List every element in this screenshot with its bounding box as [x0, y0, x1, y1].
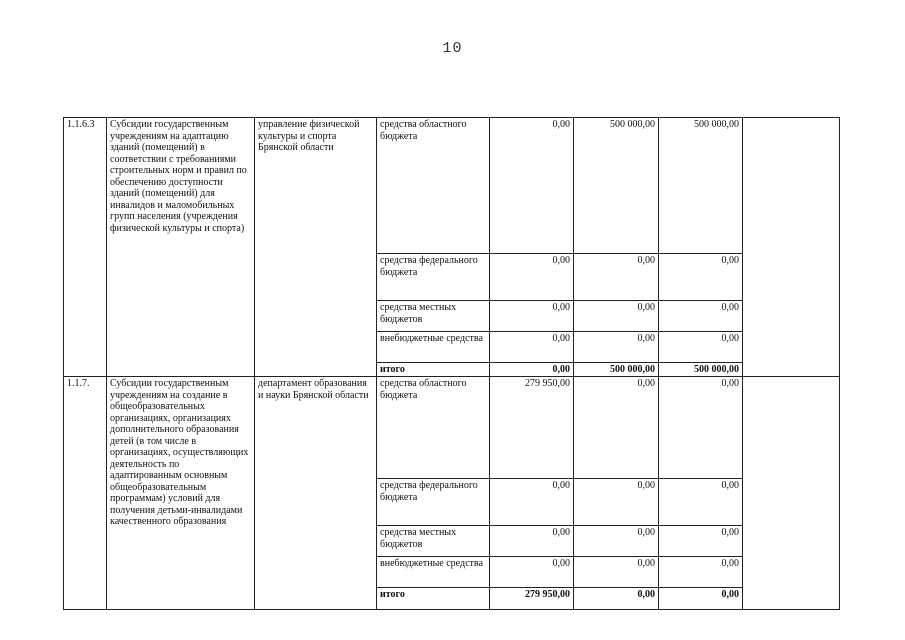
amount-year-2: 0,00 [574, 557, 659, 588]
item-code: 1.1.6.3 [64, 118, 107, 377]
item-executor: управление физической культуры и спорта Брянской области [255, 118, 377, 377]
funding-source-label: средства федерального бюджета [377, 254, 490, 301]
blank-cell [743, 118, 840, 377]
amount-year-1: 0,00 [490, 526, 574, 557]
amount-year-2: 0,00 [574, 332, 659, 363]
amount-year-2: 500 000,00 [574, 118, 659, 254]
amount-year-1: 0,00 [490, 332, 574, 363]
amount-year-3: 0,00 [659, 479, 743, 526]
amount-year-1: 0,00 [490, 301, 574, 332]
amount-year-3: 0,00 [659, 254, 743, 301]
amount-year-3: 0,00 [659, 301, 743, 332]
funding-source-label: средства местных бюджетов [377, 301, 490, 332]
amount-year-1: 0,00 [490, 254, 574, 301]
amount-year-1: 0,00 [490, 118, 574, 254]
amount-year-3: 0,00 [659, 557, 743, 588]
funding-source-label: внебюджетные средства [377, 332, 490, 363]
total-label: итого [377, 588, 490, 610]
amount-year-3: 500 000,00 [659, 118, 743, 254]
amount-year-2: 0,00 [574, 301, 659, 332]
item-code: 1.1.7. [64, 377, 107, 610]
amount-year-1: 0,00 [490, 479, 574, 526]
total-label: итого [377, 363, 490, 377]
amount-year-1: 279 950,00 [490, 377, 574, 479]
amount-year-2: 0,00 [574, 479, 659, 526]
item-executor: департамент образования и науки Брянской области [255, 377, 377, 610]
amount-year-3: 0,00 [659, 377, 743, 479]
total-year-1: 279 950,00 [490, 588, 574, 610]
page-number: 10 [442, 40, 463, 57]
table-row [64, 118, 840, 254]
amount-year-2: 0,00 [574, 377, 659, 479]
blank-cell [743, 377, 840, 610]
amount-year-3: 0,00 [659, 526, 743, 557]
item-name: Субсидии государственным учреждениям на адаптацию зданий (помещений) в соответствии с требованиями строительных норм и правил по обеспечению доступности зданий (помещений) для инвалидов и маломобильных групп населения (учреждения физической культуры и спорта) [107, 118, 255, 377]
amount-year-2: 0,00 [574, 254, 659, 301]
funding-source-label: средства федерального бюджета [377, 479, 490, 526]
total-year-2: 0,00 [574, 588, 659, 610]
total-year-1: 0,00 [490, 363, 574, 377]
amount-year-2: 0,00 [574, 526, 659, 557]
item-name: Субсидии государственным учреждениям на создание в общеобразовательных организациях, организациях дополнительного образования детей (в том числе в организациях, осуществляющих деятельность по адаптированным основным общеобразовательным программам) условий для получения детьми-инвалидами качественного образования [107, 377, 255, 610]
funding-source-label: средства областного бюджета [377, 118, 490, 254]
table-row [64, 377, 840, 479]
total-year-3: 0,00 [659, 588, 743, 610]
total-year-3: 500 000,00 [659, 363, 743, 377]
budget-table [63, 117, 840, 610]
funding-source-label: средства местных бюджетов [377, 526, 490, 557]
amount-year-3: 0,00 [659, 332, 743, 363]
total-year-2: 500 000,00 [574, 363, 659, 377]
amount-year-1: 0,00 [490, 557, 574, 588]
funding-source-label: внебюджетные средства [377, 557, 490, 588]
funding-source-label: средства областного бюджета [377, 377, 490, 479]
